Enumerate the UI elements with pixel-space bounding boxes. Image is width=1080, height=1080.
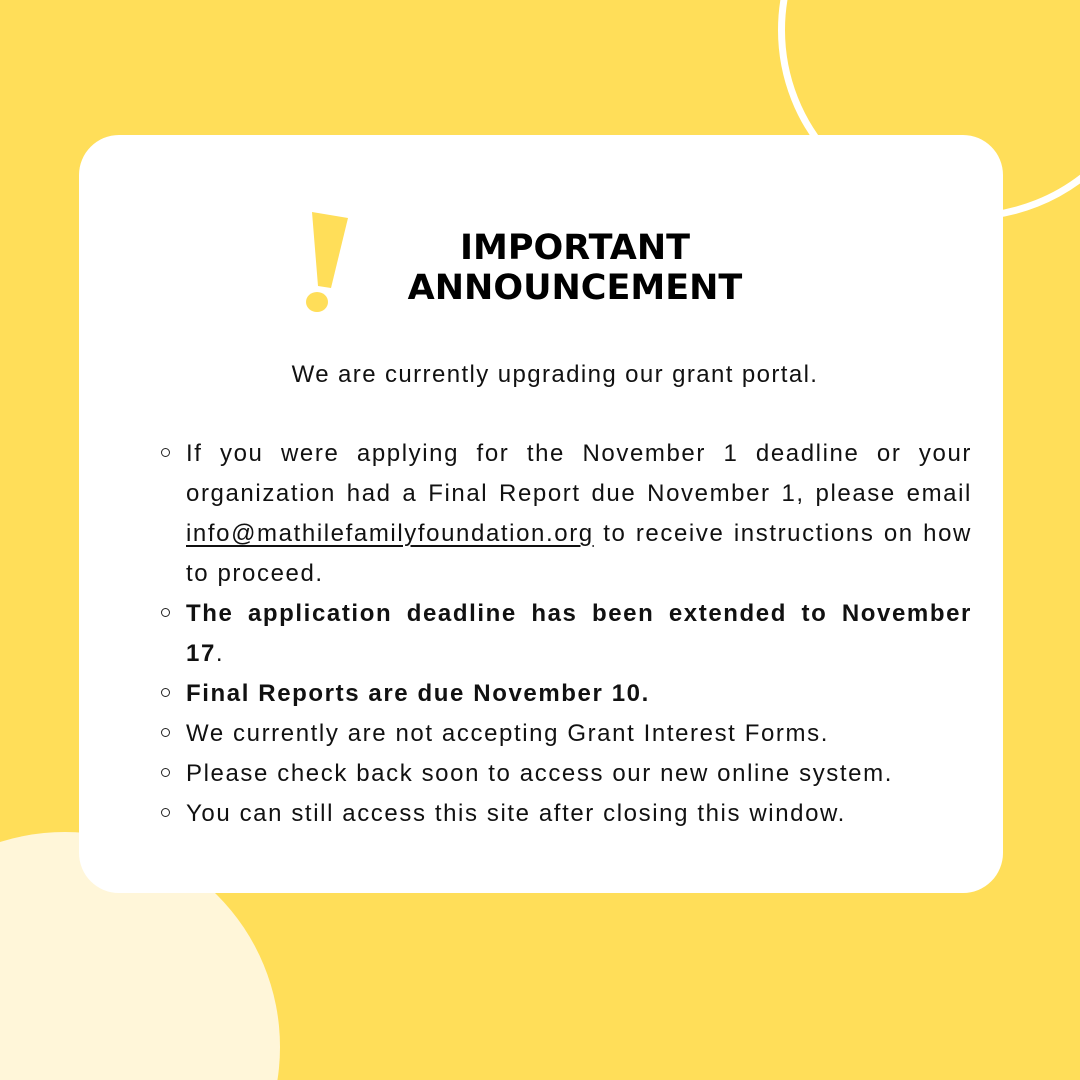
- list-item-text: If you were applying for the November 1 deadline or your organization had a Final Report due November 1, please email: [186, 440, 972, 507]
- list-item-text: .: [215, 640, 225, 667]
- page-title: [395, 228, 755, 308]
- list-item-interest-forms: [186, 714, 972, 754]
- final-reports-text: Final Reports are due November 10.: [186, 680, 650, 707]
- list-item-site-access: [186, 794, 972, 834]
- announcement-list: [186, 434, 972, 834]
- intro-text: We are currently upgrading our grant portal.: [291, 361, 819, 388]
- list-item-text: You can still access this site after closing this window.: [186, 800, 846, 827]
- list-item-final-reports: [186, 674, 972, 714]
- title-line-1: IMPORTANT: [459, 228, 691, 268]
- list-item-text: Please check back soon to access our new online system.: [186, 760, 893, 787]
- deadline-text: The application deadline has been extended to November 17: [186, 600, 972, 667]
- list-item-check-back: [186, 754, 972, 794]
- email-link[interactable]: info@mathilefamilyfoundation.org: [186, 520, 594, 547]
- list-item-text: We currently are not accepting Grant Interest Forms.: [186, 720, 829, 747]
- list-item-contact: [186, 434, 972, 594]
- title-line-2: ANNOUNCEMENT: [407, 268, 743, 308]
- exclamation-icon: [300, 210, 352, 314]
- list-item-deadline: [186, 594, 972, 674]
- list-item-text: to receive instructions on how to proceed.: [186, 520, 972, 587]
